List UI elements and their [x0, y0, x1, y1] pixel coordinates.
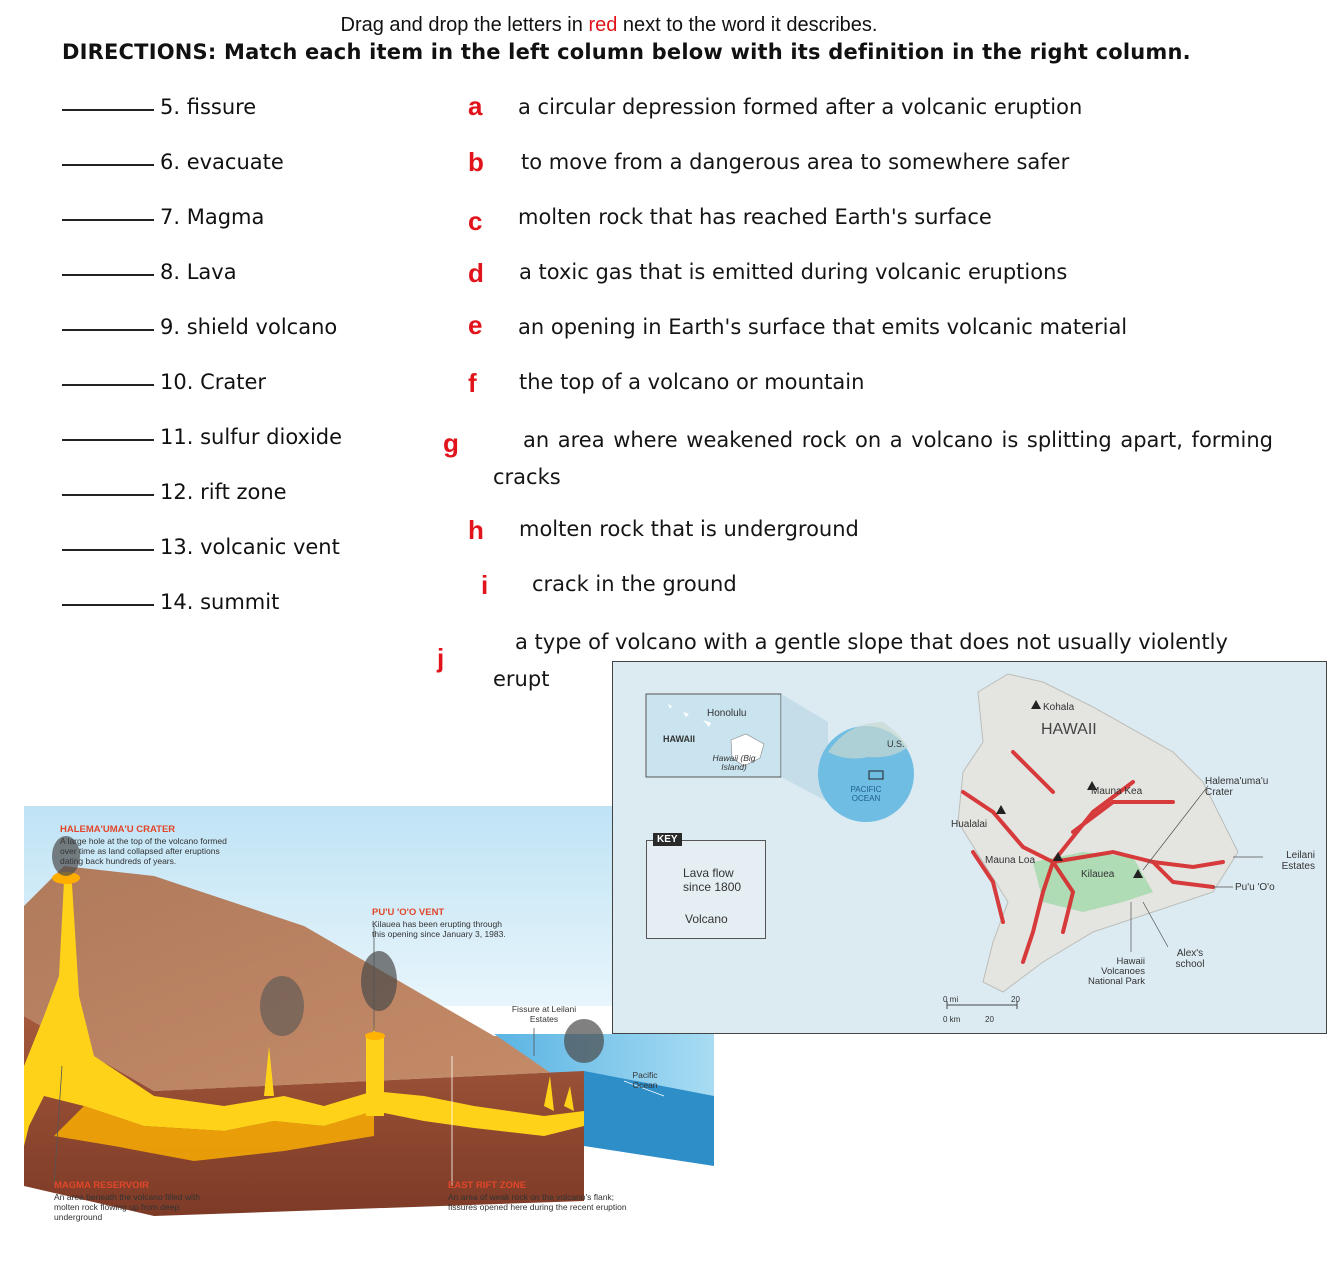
hawaii-map [612, 661, 1327, 1034]
definition-i: crack in the ground [532, 572, 737, 596]
answer-blank[interactable] [62, 494, 154, 496]
definition-d: a toxic gas that is emitted during volcanic eruptions [519, 260, 1068, 284]
draggable-letter-d[interactable]: d [468, 258, 484, 288]
instruction-line [0, 14, 1218, 37]
scale-mi-value: 20 [1011, 995, 1020, 1004]
definition-e: an opening in Earth's surface that emits volcanic material [518, 315, 1128, 339]
term-label: 9. shield volcano [160, 315, 338, 339]
mauna-kea-label: Mauna Kea [1091, 786, 1143, 797]
term-row [62, 425, 342, 449]
answer-blank[interactable] [62, 219, 154, 221]
answer-blank[interactable] [62, 439, 154, 441]
term-row [62, 205, 264, 229]
term-row [62, 95, 256, 119]
draggable-letter-h[interactable]: h [468, 515, 484, 545]
halemaumau-label: Halema'uma'u Crater [1205, 776, 1269, 798]
term-row [62, 480, 287, 504]
term-label: 10. Crater [160, 370, 267, 394]
answer-blank[interactable] [62, 164, 154, 166]
scale-km-value: 20 [985, 1015, 994, 1024]
definition-a: a circular depression formed after a volcanic eruption [518, 95, 1083, 119]
key-lava-label: Lava flow since 1800 [683, 866, 742, 894]
diagram-fissure-label: Fissure at Leilani Estates [511, 1004, 577, 1024]
term-label: 5. fissure [160, 95, 257, 119]
term-row [62, 315, 337, 339]
map-key-title: KEY [653, 833, 682, 846]
answer-blank[interactable] [62, 329, 154, 331]
diagram-ocean-label: Pacific Ocean [632, 1070, 658, 1090]
globe-us-label: U.S. [887, 739, 905, 749]
term-label: 14. summit [160, 590, 280, 614]
diagram-crater-text: A large hole at the top of the volcano formed over time as land collapsed after eruptions dating back hundreds of years. [60, 836, 227, 866]
diagram-reservoir-title: MAGMA RESERVOIR [54, 1180, 150, 1191]
draggable-letter-i[interactable]: i [481, 570, 489, 600]
park-label: Hawaii Volcanoes National Park [1087, 956, 1145, 987]
definition-f: the top of a volcano or mountain [519, 370, 865, 394]
diagram-vent-title: PU'U 'O'O VENT [372, 907, 445, 918]
kohala-label: Kohala [1043, 702, 1075, 713]
instruction-red-word: red [588, 14, 618, 36]
directions-heading: DIRECTIONS: Match each item in the left column below with its definition in the right column. [62, 40, 1191, 64]
term-label: 7. Magma [160, 205, 265, 229]
diagram-vent-text: Kilauea has been erupting through this opening since January 3, 1983. [372, 919, 506, 939]
instruction-text-after: next to the word it describes. [622, 14, 878, 36]
term-row [62, 370, 266, 394]
scale-mi-label: 0 mi [943, 995, 959, 1004]
term-row [62, 260, 237, 284]
draggable-letter-g[interactable]: g [443, 428, 459, 458]
diagram-crater-title: HALEMA'UMA'U CRATER [60, 824, 176, 835]
diagram-reservoir-text: An area beneath the volcano filled with molten rock flowing up from deep underground [54, 1192, 201, 1222]
answer-blank[interactable] [62, 549, 154, 551]
diagram-rift-title: EAST RIFT ZONE [448, 1180, 527, 1191]
term-label: 11. sulfur dioxide [160, 425, 343, 449]
alex-school-label: Alex's school [1175, 948, 1205, 970]
leilani-label: Leilani Estates [1281, 850, 1315, 872]
definition-h: molten rock that is underground [519, 517, 859, 541]
diagram-rift-text: An area of weak rock on the volcano's flank; fissures opened here during the recent eruption [448, 1192, 627, 1212]
draggable-letter-e[interactable]: e [468, 310, 483, 340]
globe-ocean-label: PACIFIC OCEAN [850, 785, 882, 803]
puuoo-label: Pu'u 'O'o [1235, 882, 1275, 893]
term-label: 8. Lava [160, 260, 237, 284]
term-label: 13. volcanic vent [160, 535, 340, 559]
definition-b: to move from a dangerous area to somewhere safer [521, 150, 1070, 174]
term-row [62, 535, 340, 559]
draggable-letter-c[interactable]: c [468, 206, 483, 236]
definition-g: an area where weakened rock on a volcano is splitting apart, forming cracks [493, 428, 1273, 489]
answer-blank[interactable] [62, 384, 154, 386]
definition-j: a type of volcano with a gentle slope that does not usually violently erupt [493, 630, 1228, 691]
inset-big-island-label: Hawaii (Big Island) [712, 753, 756, 772]
key-volcano-label: Volcano [685, 912, 728, 926]
hualalai-label: Hualalai [951, 819, 988, 830]
term-label: 12. rift zone [160, 480, 287, 504]
term-row [62, 590, 279, 614]
draggable-letter-j[interactable]: j [437, 643, 445, 673]
term-label: 6. evacuate [160, 150, 284, 174]
answer-blank[interactable] [62, 274, 154, 276]
definition-c: molten rock that has reached Earth's surface [518, 205, 992, 229]
draggable-letter-a[interactable]: a [468, 91, 483, 121]
island-title: HAWAII [1041, 721, 1097, 738]
instruction-text-before: Drag and drop the letters in [340, 14, 583, 36]
inset-honolulu-label: Honolulu [707, 708, 747, 719]
kilauea-label: Kilauea [1081, 869, 1115, 880]
scale-km-label: 0 km [943, 1015, 961, 1024]
draggable-letter-b[interactable]: b [468, 147, 484, 177]
mauna-loa-label: Mauna Loa [985, 855, 1036, 866]
inset-hawaii-label: HAWAII [663, 734, 696, 744]
draggable-letter-f[interactable]: f [468, 368, 477, 398]
answer-blank[interactable] [62, 604, 154, 606]
answer-blank[interactable] [62, 109, 154, 111]
term-row [62, 150, 284, 174]
